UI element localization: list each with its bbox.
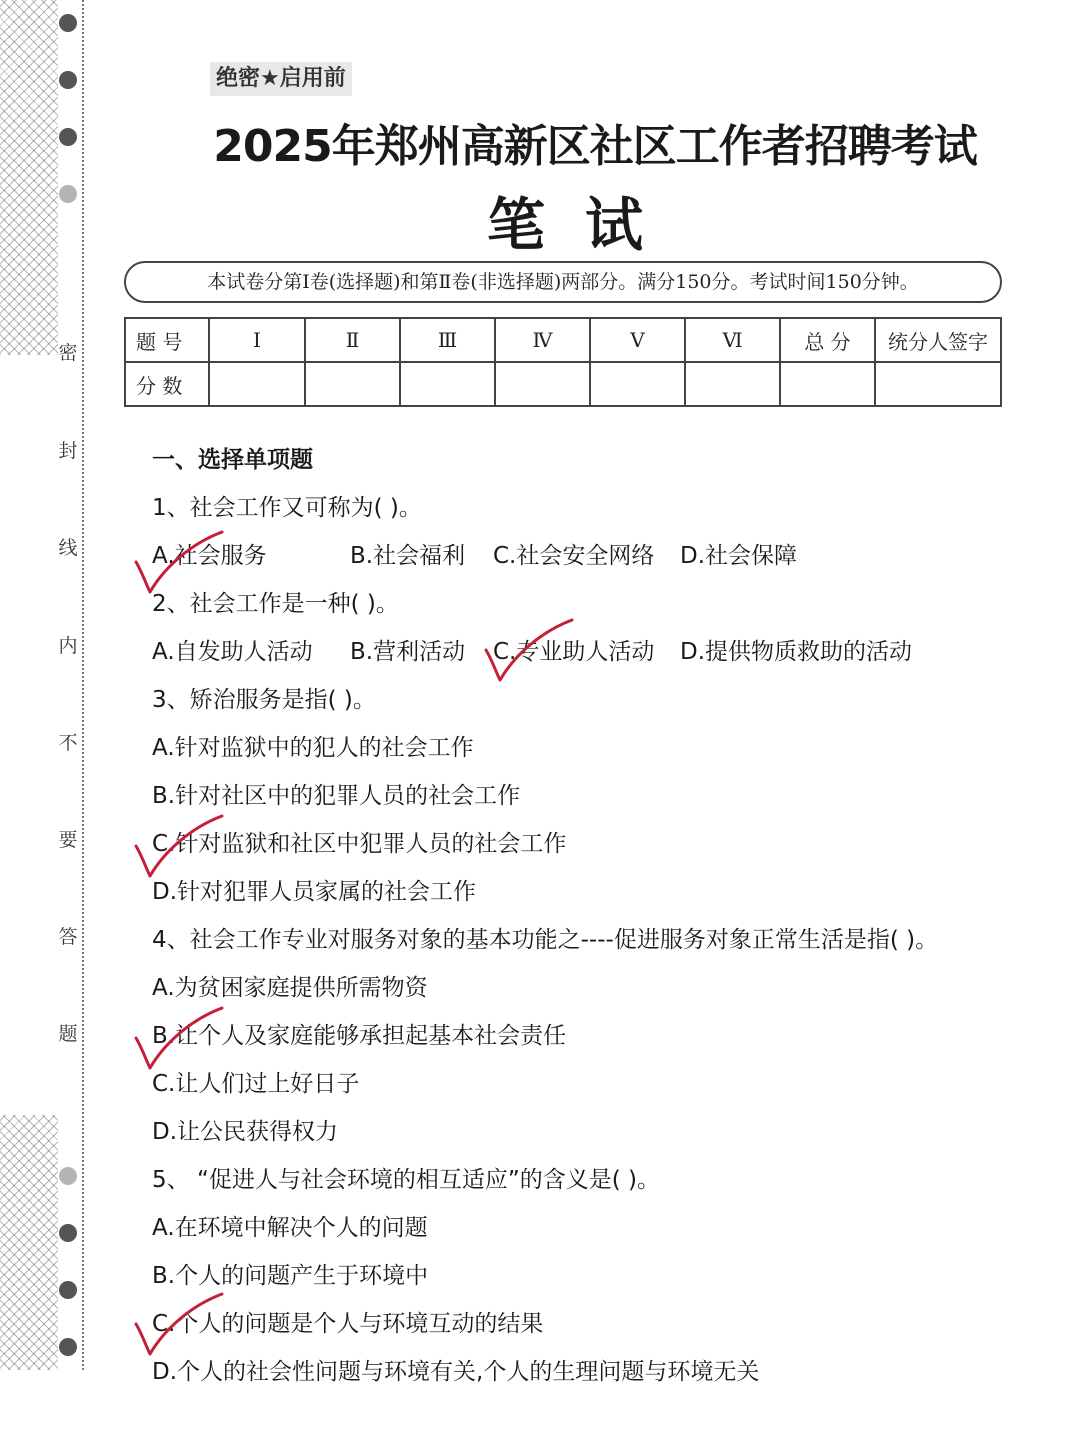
option-b: B.营利活动 [350, 639, 466, 665]
option-d: D.让公民获得权力 [152, 1119, 339, 1145]
question-options-row [152, 540, 1052, 572]
binding-hole [59, 128, 77, 146]
score-table-row-label: 分 数 [125, 362, 209, 406]
option-a: A.为贫困家庭提供所需物资 [152, 975, 428, 1001]
score-table-row-label: 题 号 [125, 318, 209, 362]
secret-label: 绝密★启用前 [210, 62, 352, 96]
option-d: D.社会保障 [680, 543, 798, 569]
score-table-col: Ⅴ [590, 318, 685, 362]
option-d: D.针对犯罪人员家属的社会工作 [152, 879, 477, 905]
score-table-col: 总 分 [780, 318, 875, 362]
exam-notice: 本试卷分第Ⅰ卷(选择题)和第Ⅱ卷(非选择题)两部分。满分150分。考试时间150分钟。 [124, 261, 1002, 303]
option-a: A.自发助人活动 [152, 639, 313, 665]
score-table-col: Ⅳ [495, 318, 590, 362]
seal-char: 封 [58, 440, 78, 462]
seal-char: 线 [58, 537, 78, 559]
seal-char: 不 [58, 732, 78, 754]
score-table-col: 统分人签字 [875, 318, 1001, 362]
option-c: C.个人的问题是个人与环境互动的结果 [152, 1311, 544, 1337]
score-cell [590, 362, 685, 406]
score-cell [685, 362, 780, 406]
score-table-col: Ⅱ [305, 318, 400, 362]
option-c: C.社会安全网络 [493, 543, 655, 569]
section-title: 一、选择单项题 [152, 447, 313, 473]
binding-hole [59, 71, 77, 89]
binding-hatch-top [0, 0, 58, 355]
option-b: B.让个人及家庭能够承担起基本社会责任 [152, 1023, 567, 1049]
binding-hole [59, 14, 77, 32]
question-stem: 2、社会工作是一种( )。 [152, 591, 399, 617]
score-cell [780, 362, 875, 406]
option-d: D.提供物质救助的活动 [680, 639, 913, 665]
seal-char: 题 [58, 1023, 78, 1045]
option-b: B.针对社区中的犯罪人员的社会工作 [152, 783, 521, 809]
option-c: C.专业助人活动 [493, 639, 655, 665]
binding-hatch-bottom [0, 1115, 58, 1370]
score-table-header-row [125, 318, 1001, 362]
score-table-score-row [125, 362, 1001, 406]
question-options-row [152, 636, 1052, 668]
option-d: D.个人的社会性问题与环境有关,个人的生理问题与环境无关 [152, 1359, 760, 1385]
binding-hole [59, 1224, 77, 1242]
binding-hole [59, 1167, 77, 1185]
score-table [124, 317, 1002, 407]
binding-dotted-line [82, 0, 84, 1370]
option-b: B.个人的问题产生于环境中 [152, 1263, 429, 1289]
seal-char: 内 [58, 635, 78, 657]
option-a: A.在环境中解决个人的问题 [152, 1215, 428, 1241]
binding-hole [59, 185, 77, 203]
exam-title: 2025年郑州高新区社区工作者招聘考试 [213, 121, 977, 172]
score-cell [305, 362, 400, 406]
option-a: A.针对监狱中的犯人的社会工作 [152, 735, 474, 761]
option-c: C.针对监狱和社区中犯罪人员的社会工作 [152, 831, 567, 857]
score-cell [400, 362, 495, 406]
binding-hole [59, 1281, 77, 1299]
question-stem: 5、 “促进人与社会环境的相互适应”的含义是( )。 [152, 1167, 661, 1193]
binding-hole [59, 1338, 77, 1356]
seal-char: 要 [58, 829, 78, 851]
seal-char: 密 [58, 342, 78, 364]
score-cell [495, 362, 590, 406]
option-c: C.让人们过上好日子 [152, 1071, 360, 1097]
score-table-col: Ⅵ [685, 318, 780, 362]
exam-subtitle: 笔试 [486, 191, 683, 259]
score-cell [875, 362, 1001, 406]
score-table-col: Ⅲ [400, 318, 495, 362]
score-cell [209, 362, 305, 406]
seal-char: 答 [58, 926, 78, 948]
question-stem: 1、社会工作又可称为( )。 [152, 495, 422, 521]
question-stem: 3、矫治服务是指( )。 [152, 687, 376, 713]
option-a: A.社会服务 [152, 543, 267, 569]
score-table-col: Ⅰ [209, 318, 305, 362]
question-stem: 4、社会工作专业对服务对象的基本功能之----促进服务对象正常生活是指( )。 [152, 927, 939, 953]
option-b: B.社会福利 [350, 543, 466, 569]
